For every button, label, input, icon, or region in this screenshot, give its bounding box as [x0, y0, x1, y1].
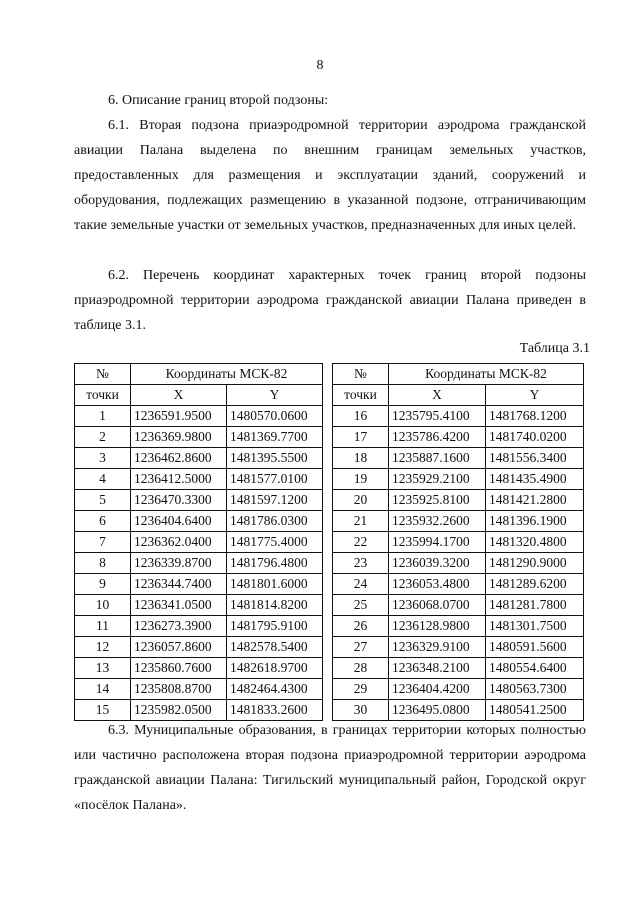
coord-x: 1235982.0500 — [131, 700, 227, 721]
point-number: 4 — [75, 469, 131, 490]
coord-y: 1481421.2800 — [486, 490, 584, 511]
paragraph-6-1: 6.1. Вторая подзона приаэродромной территории аэродрома гражданской авиации Палана выделена по внешним границам земельных участков, предоставленных для размещения и эксплуатации зданий, сооружений и оборудования, подлежащих размещению в указанной подзоне, отграничивающим такие земельные участки от земельных участков, предназначенных для иных целей. — [74, 118, 586, 233]
coord-x: 1236053.4800 — [389, 574, 486, 595]
coord-x: 1236369.9800 — [131, 427, 227, 448]
coord-x: 1236348.2100 — [389, 658, 486, 679]
table-row — [333, 469, 584, 490]
coord-x: 1235795.4100 — [389, 406, 486, 427]
table-row — [75, 637, 323, 658]
coord-x: 1236273.3900 — [131, 616, 227, 637]
header-num-sub: точки — [75, 385, 131, 406]
table-row — [333, 511, 584, 532]
table-row — [75, 511, 323, 532]
coord-y: 1480541.2500 — [486, 700, 584, 721]
coord-y: 1480554.6400 — [486, 658, 584, 679]
table-row — [75, 448, 323, 469]
point-number: 9 — [75, 574, 131, 595]
point-number: 6 — [75, 511, 131, 532]
point-number: 24 — [333, 574, 389, 595]
table-body-left — [75, 406, 323, 721]
table-row — [333, 595, 584, 616]
point-number: 2 — [75, 427, 131, 448]
table-row — [333, 427, 584, 448]
point-number: 23 — [333, 553, 389, 574]
table-row — [333, 406, 584, 427]
coord-x: 1235932.2600 — [389, 511, 486, 532]
table-row — [75, 553, 323, 574]
table-row — [333, 448, 584, 469]
header-num: № — [333, 364, 389, 385]
coord-x: 1236329.9100 — [389, 637, 486, 658]
table-row — [75, 658, 323, 679]
coord-y: 1481796.4800 — [227, 553, 323, 574]
table-row — [333, 553, 584, 574]
coord-x: 1236057.8600 — [131, 637, 227, 658]
coord-y: 1481396.1900 — [486, 511, 584, 532]
coord-y: 1481281.7800 — [486, 595, 584, 616]
paragraph-6-3: 6.3. Муниципальные образования, в границах территории которых полностью или частично расположена вторая подзона приаэродромной территории аэродрома гражданской авиации Палана: Тигильский муниципальный район, Городской округ «посёлок Палана». — [74, 723, 586, 813]
point-number: 20 — [333, 490, 389, 511]
point-number: 16 — [333, 406, 389, 427]
point-number: 8 — [75, 553, 131, 574]
coordinates-table-right — [332, 363, 584, 721]
table-caption: Таблица 3.1 — [519, 341, 590, 356]
coord-x: 1236341.0500 — [131, 595, 227, 616]
table-row — [75, 469, 323, 490]
coord-x: 1235860.7600 — [131, 658, 227, 679]
header-x: X — [389, 385, 486, 406]
coord-x: 1235887.1600 — [389, 448, 486, 469]
coord-y: 1481740.0200 — [486, 427, 584, 448]
coord-x: 1236128.9800 — [389, 616, 486, 637]
point-number: 17 — [333, 427, 389, 448]
coord-y: 1481577.0100 — [227, 469, 323, 490]
coord-x: 1235786.4200 — [389, 427, 486, 448]
coord-y: 1481786.0300 — [227, 511, 323, 532]
coord-x: 1236039.3200 — [389, 553, 486, 574]
coord-y: 1480570.0600 — [227, 406, 323, 427]
table-row — [75, 532, 323, 553]
point-number: 14 — [75, 679, 131, 700]
table-row — [75, 616, 323, 637]
coord-y: 1482618.9700 — [227, 658, 323, 679]
coord-y: 1481369.7700 — [227, 427, 323, 448]
coord-x: 1235925.8100 — [389, 490, 486, 511]
coord-y: 1481768.1200 — [486, 406, 584, 427]
coord-y: 1481301.7500 — [486, 616, 584, 637]
header-coords: Координаты МСК-82 — [389, 364, 584, 385]
coord-x: 1235994.1700 — [389, 532, 486, 553]
coord-x: 1236462.8600 — [131, 448, 227, 469]
table-row — [333, 637, 584, 658]
coord-x: 1236412.5000 — [131, 469, 227, 490]
coord-y: 1481395.5500 — [227, 448, 323, 469]
table-row — [333, 532, 584, 553]
header-y: Y — [227, 385, 323, 406]
paragraph-6-2: 6.2. Перечень координат характерных точек границ второй подзоны приаэродромной территории аэродрома гражданской авиации Палана приведен в таблице 3.1. — [74, 268, 586, 333]
header-y: Y — [486, 385, 584, 406]
coord-y: 1480563.7300 — [486, 679, 584, 700]
point-number: 5 — [75, 490, 131, 511]
header-coords: Координаты МСК-82 — [131, 364, 323, 385]
point-number: 12 — [75, 637, 131, 658]
point-number: 3 — [75, 448, 131, 469]
coord-x: 1236362.0400 — [131, 532, 227, 553]
coord-y: 1482578.5400 — [227, 637, 323, 658]
point-number: 22 — [333, 532, 389, 553]
coord-x: 1236591.9500 — [131, 406, 227, 427]
table-row — [75, 406, 323, 427]
point-number: 10 — [75, 595, 131, 616]
coord-x: 1235808.8700 — [131, 679, 227, 700]
point-number: 28 — [333, 658, 389, 679]
coord-y: 1481290.9000 — [486, 553, 584, 574]
coord-y: 1480591.5600 — [486, 637, 584, 658]
coord-y: 1481289.6200 — [486, 574, 584, 595]
section-heading: 6. Описание границ второй подзоны: — [108, 93, 329, 108]
point-number: 21 — [333, 511, 389, 532]
table-row — [333, 679, 584, 700]
point-number: 30 — [333, 700, 389, 721]
point-number: 29 — [333, 679, 389, 700]
table-row — [75, 490, 323, 511]
coord-y: 1481795.9100 — [227, 616, 323, 637]
point-number: 11 — [75, 616, 131, 637]
point-number: 25 — [333, 595, 389, 616]
coordinates-table-left — [74, 363, 323, 721]
point-number: 26 — [333, 616, 389, 637]
header-x: X — [131, 385, 227, 406]
point-number: 1 — [75, 406, 131, 427]
coord-x: 1235929.2100 — [389, 469, 486, 490]
point-number: 19 — [333, 469, 389, 490]
table-body-right — [333, 406, 584, 721]
table-row — [75, 574, 323, 595]
coord-y: 1481597.1200 — [227, 490, 323, 511]
coord-y: 1481775.4000 — [227, 532, 323, 553]
header-num-sub: точки — [333, 385, 389, 406]
coord-y: 1481814.8200 — [227, 595, 323, 616]
coord-y: 1481320.4800 — [486, 532, 584, 553]
coord-y: 1481556.3400 — [486, 448, 584, 469]
page-number: 8 — [316, 58, 324, 73]
point-number: 13 — [75, 658, 131, 679]
table-row — [75, 679, 323, 700]
point-number: 18 — [333, 448, 389, 469]
coord-y: 1481833.2600 — [227, 700, 323, 721]
table-row — [75, 427, 323, 448]
coord-x: 1236339.8700 — [131, 553, 227, 574]
table-row — [75, 595, 323, 616]
coord-x: 1236470.3300 — [131, 490, 227, 511]
coord-x: 1236404.6400 — [131, 511, 227, 532]
table-row — [333, 658, 584, 679]
point-number: 15 — [75, 700, 131, 721]
coord-x: 1236344.7400 — [131, 574, 227, 595]
coord-x: 1236068.0700 — [389, 595, 486, 616]
point-number: 7 — [75, 532, 131, 553]
coord-y: 1481435.4900 — [486, 469, 584, 490]
table-row — [333, 490, 584, 511]
point-number: 27 — [333, 637, 389, 658]
header-num: № — [75, 364, 131, 385]
coord-y: 1481801.6000 — [227, 574, 323, 595]
table-row — [333, 616, 584, 637]
coord-x: 1236495.0800 — [389, 700, 486, 721]
coord-y: 1482464.4300 — [227, 679, 323, 700]
table-row — [333, 574, 584, 595]
coord-x: 1236404.4200 — [389, 679, 486, 700]
